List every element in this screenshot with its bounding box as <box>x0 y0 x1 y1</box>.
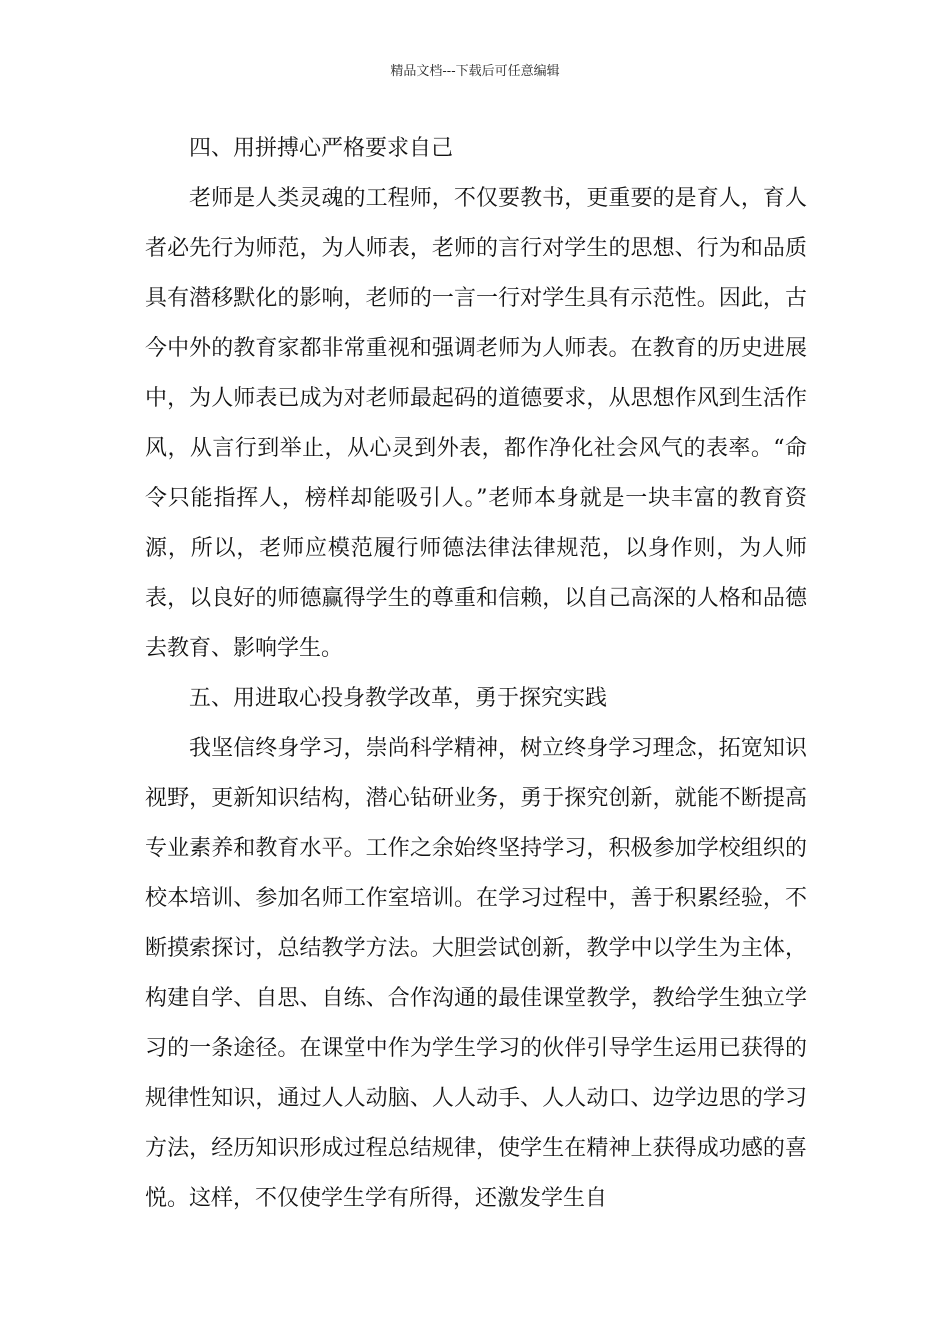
document-body <box>145 124 807 1224</box>
section-heading-5: 五、用进取心投身教学改革，勇于探究实践 <box>189 686 608 711</box>
paragraph: 老师是人类灵魂的工程师，不仅要教书，更重要的是育人，育人者必先行为师范，为人师表，老师的言行对学生的思想、行为和品质具有潜移默化的影响，老师的一言一行对学生具有示范性。因此，古今中外的教育家都非常重视和强调老师为人师表。在教育的历史进展中，为人师表已成为对老师最起码的道德要求，从思想作风到生活作风，从言行到举止，从心灵到外表，都作净化社会风气的表率。“命令只能指挥人，榜样却能吸引人。”老师本身就是一块丰富的教育资源，所以，老师应模范履行师德法律法律规范，以身作则，为人师表，以良好的师德赢得学生的尊重和信赖，以自己高深的人格和品德去教育、影响学生。 <box>145 186 807 661</box>
section-heading-4: 四、用拼搏心严格要求自己 <box>189 136 454 161</box>
page-header: 精品文档---下载后可任意编辑 <box>390 64 560 79</box>
paragraph: 我坚信终身学习，崇尚科学精神，树立终身学习理念，拓宽知识视野，更新知识结构，潜心钻研业务，勇于探究创新，就能不断提高专业素养和教育水平。工作之余始终坚持学习，积极参加学校组织的校本培训、参加名师工作室培训。在学习过程中，善于积累经验，不断摸索探讨，总结教学方法。大胆尝试创新，教学中以学生为主体，构建自学、自思、自练、合作沟通的最佳课堂教学，教给学生独立学习的一条途径。在课堂中作为学生学习的伙伴引导学生运用已获得的规律性知识，通过人人动脑、人人动手、人人动口、边学边思的学习方法，经历知识形成过程总结规律，使学生在精神上获得成功感的喜悦。这样，不仅使学生学有所得，还激发学生自 <box>145 736 807 1211</box>
